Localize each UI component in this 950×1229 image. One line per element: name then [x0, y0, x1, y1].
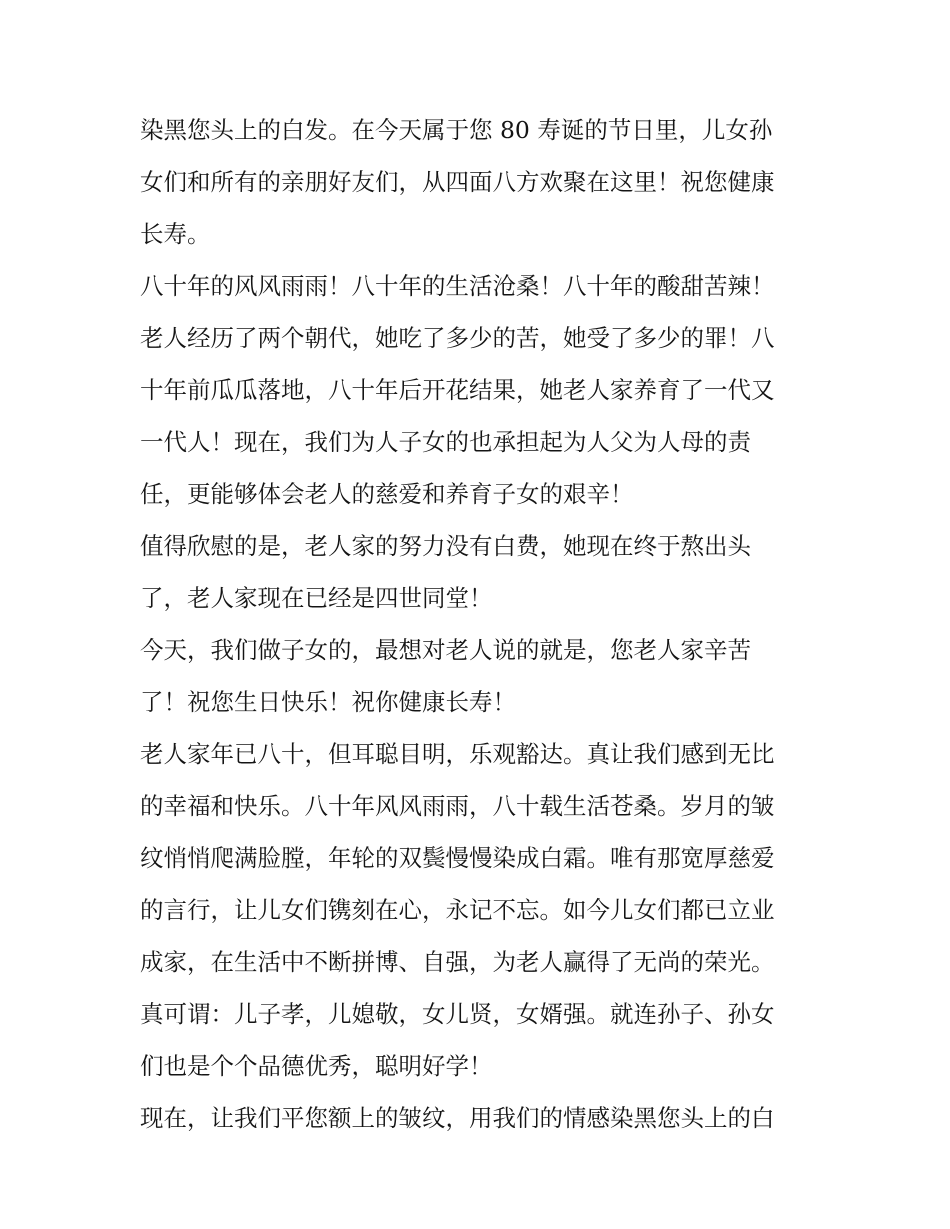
text-line: 老人家年已八十，但耳聪目明，乐观豁达。真让我们感到无比: [140, 740, 775, 768]
text-line: 长寿。: [140, 220, 211, 248]
body-text: [140, 104, 820, 1144]
text-line: 女们和所有的亲朋好友们，从四面八方欢聚在这里！祝您健康: [140, 168, 775, 196]
text-line: 了！祝您生日快乐！祝你健康长寿！: [140, 688, 516, 716]
text-line: 纹悄悄爬满脸膛，年轮的双鬓慢慢染成白霜。唯有那宽厚慈爱: [140, 844, 775, 872]
text-line: 一代人！现在，我们为人子女的也承担起为人父为人母的责: [140, 428, 751, 456]
text-line: 的幸福和快乐。八十年风风雨雨，八十载生活苍桑。岁月的皱: [140, 792, 775, 820]
text-line: 八十年的风风雨雨！八十年的生活沧桑！八十年的酸甜苦辣！: [140, 272, 775, 300]
text-line: 任，更能够体会老人的慈爱和养育子女的艰辛！: [140, 480, 634, 508]
text-line: 成家，在生活中不断拼博、自强，为老人赢得了无尚的荣光。: [140, 948, 775, 976]
text-line: 十年前瓜瓜落地，八十年后开花结果，她老人家养育了一代又: [140, 376, 775, 404]
text-line: 们也是个个品德优秀，聪明好学！: [140, 1052, 493, 1080]
text-line: 真可谓：儿子孝，儿媳敬，女儿贤，女婿强。就连孙子、孙女: [140, 1000, 775, 1028]
text-line: 的言行，让儿女们镌刻在心，永记不忘。如今儿女们都已立业: [140, 896, 775, 924]
text-line: 值得欣慰的是，老人家的努力没有白费，她现在终于熬出头: [140, 532, 751, 560]
text-line: 今天，我们做子女的，最想对老人说的就是，您老人家辛苦: [140, 636, 751, 664]
text-line: 老人经历了两个朝代，她吃了多少的苦，她受了多少的罪！八: [140, 324, 775, 352]
text-line: 现在，让我们平您额上的皱纹，用我们的情感染黑您头上的白: [140, 1104, 775, 1132]
text-line: 了，老人家现在已经是四世同堂！: [140, 584, 493, 612]
text-line: 染黑您头上的白发。在今天属于您 80 寿诞的节日里，儿女孙: [140, 116, 773, 144]
